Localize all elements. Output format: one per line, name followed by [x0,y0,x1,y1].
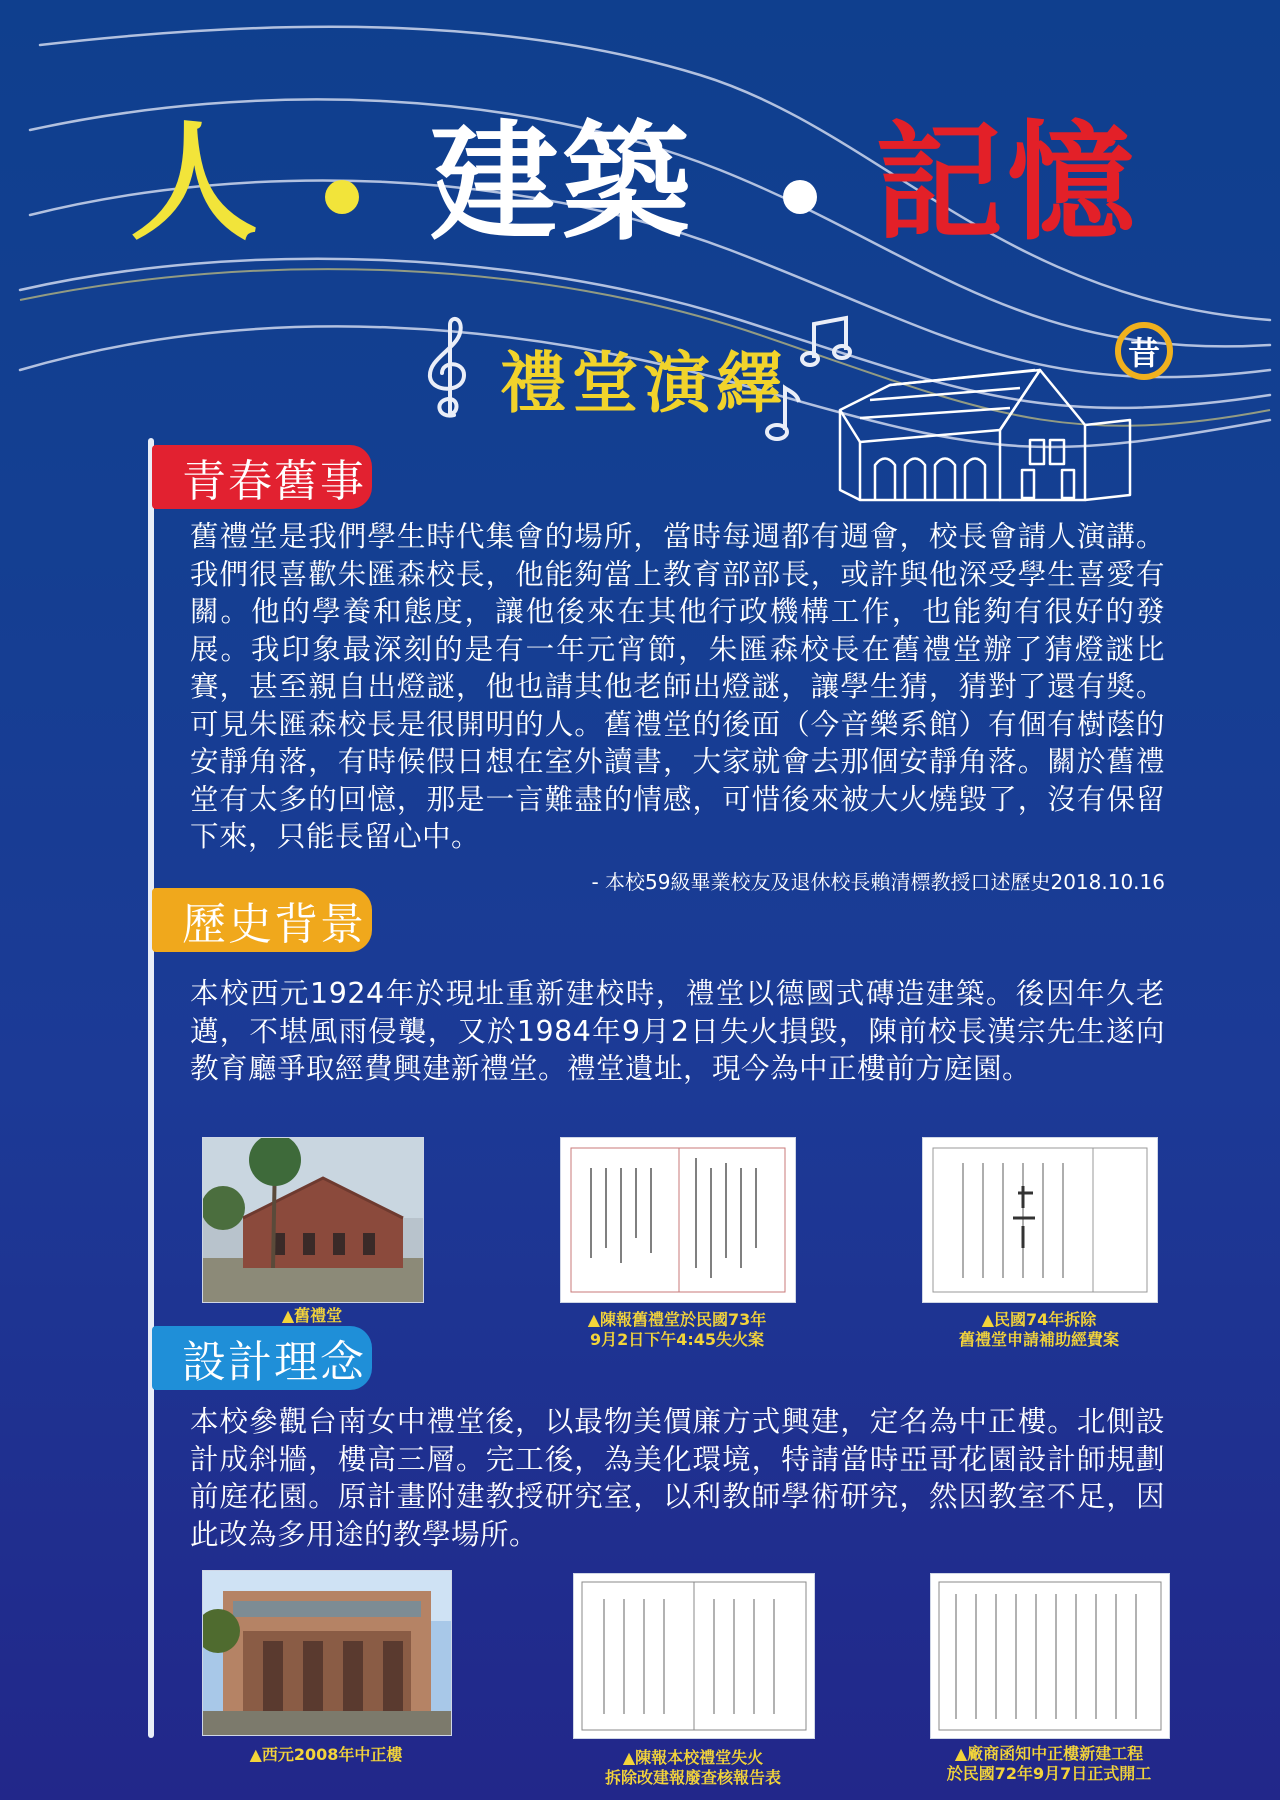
section-paragraph-history: 本校西元1924年於現址重新建校時，禮堂以德國式磚造建築。後因年久老邁，不堪風雨侵襲，又於1984年9月2日失火損毀，陳前校長漢宗先生遂向教育廳爭取經費興建新禮堂。禮堂遺址，現今為中正樓前方庭園。 [190,977,1165,1085]
photo-scrap-report-form [573,1573,815,1739]
photo-construction-notice [930,1573,1170,1739]
photo-zhongzheng-hall-2008 [202,1570,452,1736]
caption-construction-notice: ▲廠商函知中正樓新建工程 於民國72年9月7日正式開工 [946,1744,1152,1783]
section-paragraph-design: 本校參觀台南女中禮堂後，以最物美價廉方式興建，定名為中正樓。北側設計成斜牆，樓高三層。完工後，為美化環境，特請當時亞哥花園設計師規劃前庭花園。原計畫附建教授研究室，以利教師學術研究，然因教室不足，因此改為多用途的教學場所。 [190,1405,1165,1551]
photo-demolition-funding-document [922,1137,1158,1303]
caption-scrap-report: ▲陳報本校禮堂失火 拆除改建報廢查核報告表 [604,1748,781,1787]
auditorium-sketch [830,330,1160,505]
section-tag-history: 歷史背景 [152,888,372,952]
caption-fire-report: ▲陳報舊禮堂於民國73年 9月2日下午4:45失火案 [587,1310,767,1349]
photo-old-auditorium [202,1137,424,1303]
section-tag-youth-memories: 青春舊事 [152,445,372,509]
title-part-architecture: 建築 [430,109,695,258]
vertical-rule [148,438,154,1738]
title-part-people: 人 [130,109,263,258]
caption-demolition-funding: ▲民國74年拆除 舊禮堂申請補助經費案 [958,1310,1119,1349]
section-paragraph-youth-memories: 舊禮堂是我們學生時代集會的場所，當時每週都有週會，校長會請人演講。我們很喜歡朱匯森校長，他能夠當上教育部部長，或許與他深受學生喜愛有關。他的學養和態度，讓他後來在其他行政機構工作，也能夠有很好的發展。我印象最深刻的是有一年元宵節，朱匯森校長在舊禮堂辦了猜燈謎比賽，甚至親自出燈謎，他也請其他老師出燈謎，讓學生猜，猜對了還有獎。可見朱匯森校長是很開明的人。舊禮堂的後面（今音樂系館）有個有樹蔭的安靜角落，有時候假日想在室外讀書，大家就會去那個安靜角落。關於舊禮堂有太多的回憶，那是一言難盡的情感，可惜後來被大火燒毀了，沒有保留下來，只能長留心中。 [190,520,1165,853]
treble-clef-icon [420,315,480,425]
title-separator-dot [325,180,359,214]
caption-zhongzheng-hall-2008: ▲西元2008年中正樓 [249,1745,403,1764]
past-badge: 昔 [1115,322,1173,380]
caption-old-auditorium: ▲舊禮堂 [281,1306,343,1325]
title-separator-dot [783,180,817,214]
section-tag-design: 設計理念 [152,1326,372,1390]
photo-fire-report-document [560,1137,796,1303]
oral-history-credit: - 本校59級畢業校友及退休校長賴清標教授口述歷史2018.10.16 [591,870,1165,894]
subtitle: 禮堂演繹 [500,345,788,422]
title-part-memory: 記憶 [875,109,1140,258]
